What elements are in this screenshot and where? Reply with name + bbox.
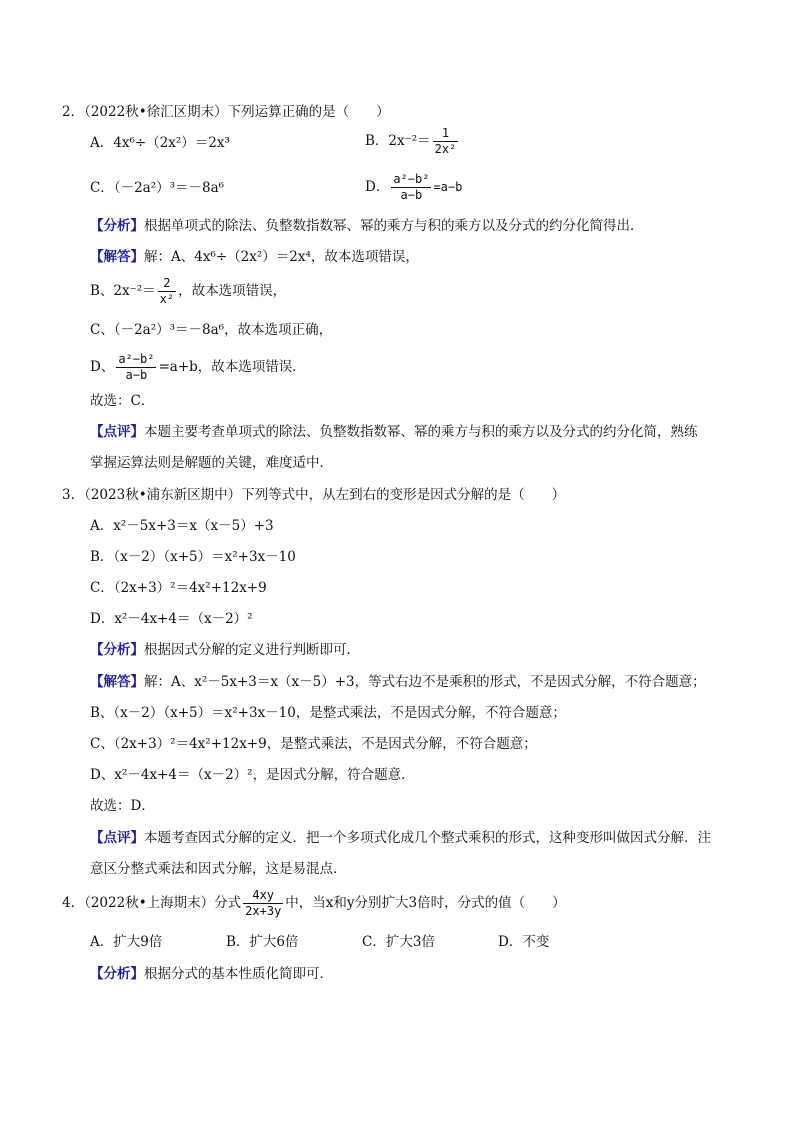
analysis-tag: 【分析】	[90, 218, 144, 234]
comment-tag: 【点评】	[90, 424, 144, 440]
q2-option-b	[365, 126, 460, 157]
fraction-denominator: 2x²	[434, 142, 457, 156]
q3-option-d: D．x²－4x+4＝（x－2）²	[90, 611, 253, 627]
analysis-text: 根据分式的基本性质化简即可．	[144, 966, 333, 982]
solution-tag: 【解答】	[90, 249, 144, 265]
q3-solution-a	[90, 671, 706, 693]
q2-solution-b	[90, 276, 286, 307]
fraction-numerator: 2	[158, 276, 176, 292]
q2-solution-c: C、（－2a²）³＝－8a⁶，故本选项正确，	[90, 322, 333, 338]
q3-choose: 故选：D．	[90, 798, 155, 814]
solution-text: 解：A、4x⁶÷（2x²）＝2x⁴，故本选项错误，	[144, 249, 419, 265]
q4-option-a: A．扩大9倍	[90, 934, 163, 950]
q2-option-d	[365, 172, 462, 203]
q4-option-c: C．扩大3倍	[362, 934, 435, 950]
q4-stem-fraction	[243, 888, 283, 919]
fraction-denominator: a−b	[400, 188, 423, 202]
q3-stem: 3．（2023秋•浦东新区期中）下列等式中，从左到右的变形是因式分解的是（ ）	[62, 487, 566, 503]
q2-option-d-fraction	[391, 172, 431, 203]
fraction-numerator: 4xy	[243, 888, 283, 904]
q4-option-d: D．不变	[498, 934, 550, 950]
analysis-text: 根据因式分解的定义进行判断即可．	[144, 642, 360, 658]
q3-option-c: C．（2x+3）²＝4x²+12x+9	[90, 580, 267, 596]
solution-text: 解：A、x²－5x+3＝x（x－5）+3，等式右边不是乘积的形式，不是因式分解，不符合题意；	[144, 674, 706, 690]
comment-text: 本题考查因式分解的定义．把一个多项式化成几个整式乘积的形式，这种变形叫做因式分解．注	[144, 830, 711, 846]
q2-option-b-prefix: B．2x⁻²＝	[365, 133, 431, 149]
q2-option-b-fraction	[433, 126, 459, 157]
q2-solution-a	[90, 246, 419, 268]
q2-choose: 故选：C．	[90, 393, 155, 409]
solution-d-suffix: =a+b，故本选项错误．	[158, 359, 306, 375]
q4-stem-suffix: 中，当x和y分别扩大3倍时，分式的值（ ）	[285, 895, 566, 911]
q2-solution-d	[90, 352, 306, 383]
q2-analysis	[90, 215, 644, 237]
solution-d-prefix: D、	[90, 359, 115, 375]
q4-option-b: B．扩大6倍	[226, 934, 299, 950]
q3-comment	[90, 827, 711, 849]
solution-b-fraction	[158, 276, 176, 307]
solution-b-suffix: ，故本选项错误，	[178, 283, 287, 299]
solution-d-fraction	[116, 352, 156, 383]
q3-option-a: A．x²－5x+3＝x（x－5）+3	[90, 518, 274, 534]
q4-stem	[62, 888, 566, 919]
q4-stem-prefix: 4．（2022秋•上海期末）分式	[62, 895, 242, 911]
fraction-denominator: x²	[159, 292, 175, 306]
q3-analysis	[90, 639, 360, 661]
fraction-denominator: 2x+3y	[245, 904, 282, 918]
analysis-tag: 【分析】	[90, 966, 144, 982]
q3-solution-b: B、（x－2）（x+5）＝x²+3x－10，是整式乘法，不是因式分解，不符合题意；	[90, 705, 566, 721]
q3-solution-c: C、（2x+3）²＝4x²+12x+9，是整式乘法，不是因式分解，不符合题意；	[90, 736, 537, 752]
fraction-denominator: a−b	[125, 368, 148, 382]
analysis-text: 根据单项式的除法、负整数指数幂、幂的乘方与积的乘方以及分式的约分化简得出．	[144, 218, 644, 234]
q4-analysis	[90, 963, 333, 985]
q2-option-d-prefix: D．	[365, 179, 390, 195]
analysis-tag: 【分析】	[90, 642, 144, 658]
q2-comment-cont: 掌握运算法则是解题的关键，难度适中．	[90, 455, 333, 471]
q2-option-c: C．（－2a²）³＝－8a⁶	[90, 180, 225, 196]
q3-comment-cont: 意区分整式乘法和因式分解，这是易混点．	[90, 861, 347, 877]
q4-options	[90, 931, 549, 953]
q3-option-b: B．（x－2）（x+5）＝x²+3x－10	[90, 549, 296, 565]
comment-tag: 【点评】	[90, 830, 144, 846]
fraction-numerator: 1	[433, 126, 459, 142]
fraction-numerator: a²−b²	[393, 172, 430, 186]
solution-tag: 【解答】	[90, 674, 144, 690]
q3-solution-d: D、x²－4x+4＝（x－2）²，是因式分解，符合题意．	[90, 767, 415, 783]
fraction-numerator: a²−b²	[118, 352, 155, 366]
q2-comment	[90, 421, 698, 443]
q2-stem: 2．（2022秋•徐汇区期末）下列运算正确的是（ ）	[62, 104, 390, 120]
solution-b-prefix: B、2x⁻²＝	[90, 283, 156, 299]
q2-option-a: A．4x⁶÷（2x²）＝2x³	[90, 135, 230, 151]
q2-option-d-suffix: =a−b	[433, 180, 463, 194]
comment-text: 本题主要考查单项式的除法、负整数指数幂、幂的乘方与积的乘方以及分式的约分化简，熟练	[144, 424, 698, 440]
